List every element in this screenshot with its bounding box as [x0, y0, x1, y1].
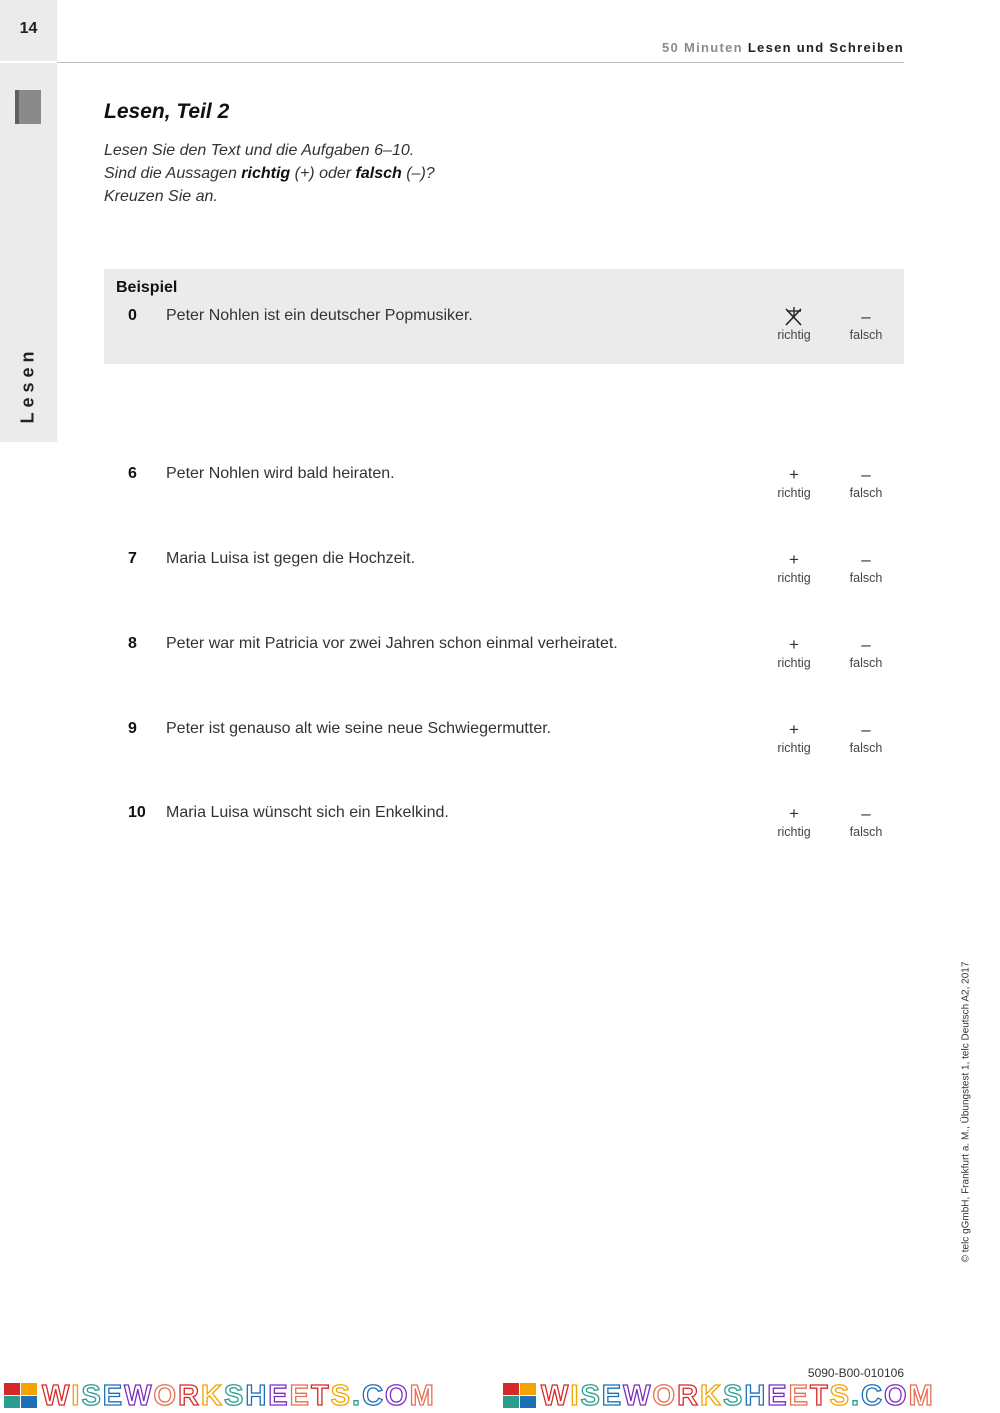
page-number: 14: [19, 20, 38, 37]
item-statement: Peter Nohlen wird bald heiraten.: [166, 465, 395, 482]
minus-icon: –: [861, 307, 871, 326]
section-tab-lesen: Lesen: [17, 346, 38, 424]
item-statement: Peter Nohlen ist ein deutscher Popmusiker.: [166, 307, 473, 324]
richtig-option[interactable]: [764, 550, 824, 585]
watermark-banner: [0, 1378, 1000, 1413]
wise-logo-icon: [503, 1383, 537, 1409]
item-statement: Maria Luisa wünscht sich ein Enkelkind.: [166, 804, 449, 821]
sidebar-divider: [0, 61, 57, 63]
running-header: [662, 40, 904, 55]
falsch-option[interactable]: [836, 635, 896, 670]
richtig-label: richtig: [777, 486, 811, 500]
minus-icon: –: [861, 550, 871, 569]
item-number: 8: [128, 635, 137, 652]
falsch-label: falsch: [849, 741, 883, 755]
minus-icon: –: [861, 635, 871, 654]
question-item: [0, 635, 1000, 685]
item-number: 7: [128, 550, 137, 567]
plus-icon: +: [789, 550, 799, 569]
falsch-option[interactable]: [836, 720, 896, 755]
item-number: 10: [128, 804, 146, 821]
falsch-option[interactable]: [836, 550, 896, 585]
richtig-option[interactable]: [764, 465, 824, 500]
example-item: [0, 307, 1000, 357]
document-code: 5090-B00-010106: [807, 1366, 904, 1380]
watermark-text: WISEWORKSHEETS.COM: [42, 1380, 436, 1412]
richtig-label: richtig: [777, 656, 811, 670]
falsch-option[interactable]: [836, 307, 896, 342]
falsch-label: falsch: [849, 825, 883, 839]
question-item: [0, 550, 1000, 600]
task-instructions: [104, 139, 435, 208]
item-number: 6: [128, 465, 137, 482]
plus-icon: +: [789, 720, 799, 739]
plus-icon: +: [789, 465, 799, 484]
instruction-line-1: Lesen Sie den Text und die Aufgaben 6–10.: [104, 142, 415, 159]
instruction-richtig: richtig: [241, 165, 291, 182]
richtig-option[interactable]: [764, 804, 824, 839]
richtig-label: richtig: [777, 571, 811, 585]
instruction-line-3: Kreuzen Sie an.: [104, 188, 218, 205]
header-section: Lesen und Schreiben: [747, 40, 904, 55]
richtig-label: richtig: [777, 328, 811, 342]
richtig-option-checked[interactable]: [764, 307, 824, 342]
richtig-option[interactable]: [764, 635, 824, 670]
richtig-label: richtig: [777, 741, 811, 755]
book-icon: [15, 90, 41, 124]
item-statement: Maria Luisa ist gegen die Hochzeit.: [166, 550, 416, 567]
wise-logo-icon: [4, 1383, 38, 1409]
header-duration: 50 Minuten: [661, 40, 743, 55]
copyright-notice: © telc gGmbH, Frankfurt a. M., Übungstest 1, telc Deutsch A2, 2017: [960, 961, 972, 1263]
question-item: [0, 465, 1000, 515]
question-item: [0, 804, 1000, 854]
question-item: [0, 720, 1000, 770]
richtig-option[interactable]: [764, 720, 824, 755]
minus-icon: –: [861, 720, 871, 739]
plus-icon: +: [789, 804, 799, 823]
watermark-text: WISEWORKSHEETS.COM: [541, 1380, 935, 1412]
instruction-line-2: Sind die Aussagen richtig (+) oder falsch (–)?: [104, 165, 435, 182]
falsch-option[interactable]: [836, 465, 896, 500]
item-statement: Peter war mit Patricia vor zwei Jahren schon einmal verheiratet.: [166, 635, 618, 652]
item-number: 9: [128, 720, 137, 737]
falsch-label: falsch: [849, 571, 883, 585]
minus-icon: –: [861, 804, 871, 823]
task-title: Lesen, Teil 2: [104, 100, 230, 123]
plus-icon: +: [789, 635, 799, 654]
minus-icon: –: [861, 465, 871, 484]
item-number: 0: [128, 307, 137, 324]
cross-mark-icon: [764, 307, 824, 327]
falsch-label: falsch: [849, 328, 883, 342]
item-statement: Peter ist genauso alt wie seine neue Schwiegermutter.: [166, 720, 552, 737]
instruction-falsch: falsch: [355, 165, 402, 182]
header-rule: [57, 62, 904, 63]
falsch-label: falsch: [849, 486, 883, 500]
richtig-label: richtig: [777, 825, 811, 839]
example-label: Beispiel: [116, 279, 178, 296]
falsch-label: falsch: [849, 656, 883, 670]
falsch-option[interactable]: [836, 804, 896, 839]
